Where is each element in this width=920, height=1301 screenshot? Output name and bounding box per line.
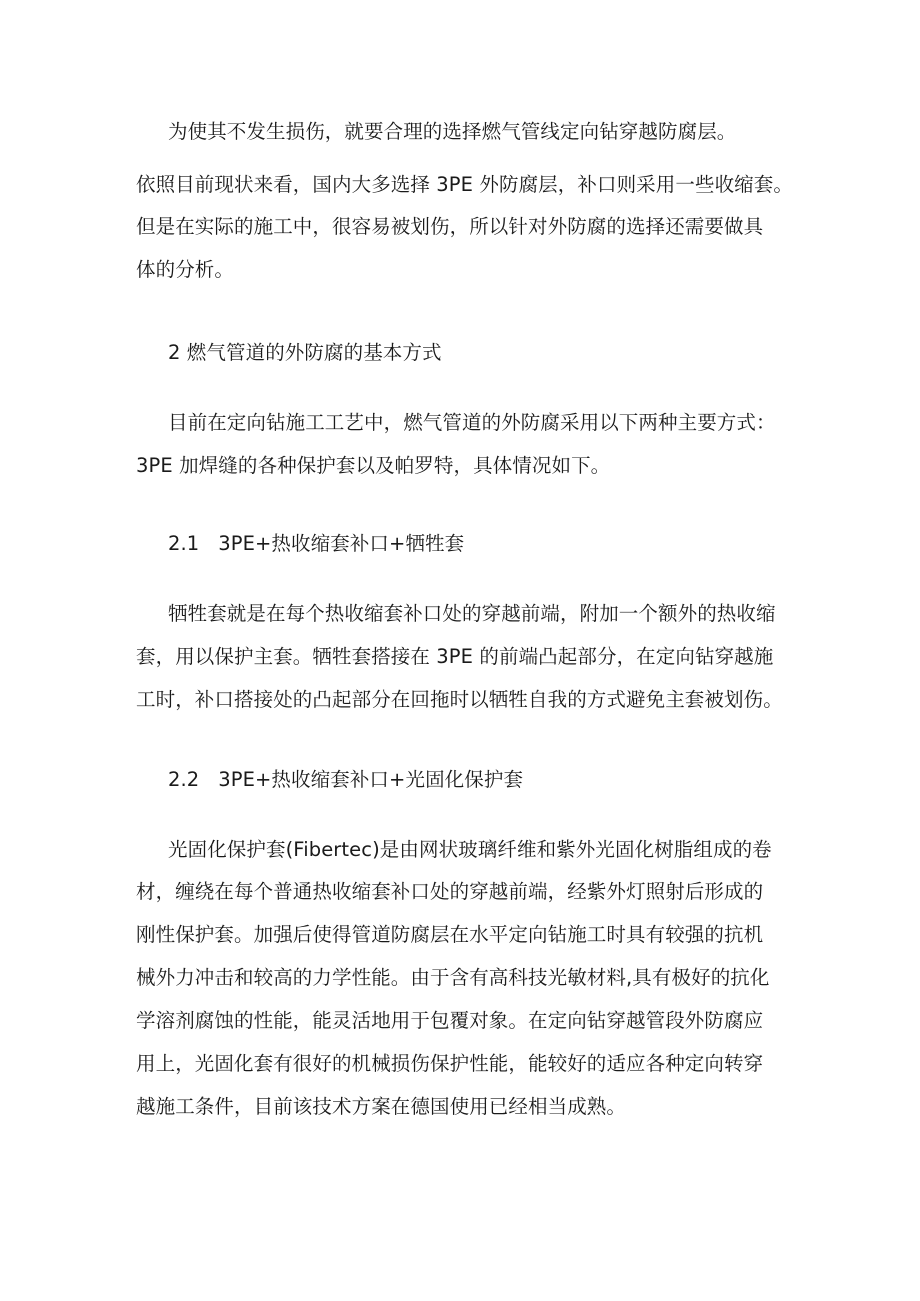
section-heading-2-1: 2.1 3PE+热收缩套补口+牺牲套	[168, 532, 465, 555]
paragraph-4-line-2: 材，缠绕在每个普通热收缩套补口处的穿越前端，经紫外灯照射后形成的	[136, 880, 764, 903]
paragraph-1-line-3: 但是在实际的施工中，很容易被划伤，所以针对外防腐的选择还需要做具	[136, 215, 764, 238]
paragraph-1-line-4: 体的分析。	[136, 258, 235, 281]
section-heading-2: 2 燃气管道的外防腐的基本方式	[168, 341, 442, 364]
paragraph-4-line-1: 光固化保护套(Fibertec)是由网状玻璃纤维和紫外光固化树脂组成的卷	[168, 838, 772, 861]
paragraph-2-line-1: 目前在定向钻施工工艺中，燃气管道的外防腐采用以下两种主要方式：	[168, 411, 776, 434]
paragraph-4-line-4: 械外力冲击和较高的力学性能。由于含有高科技光敏材料,具有极好的抗化	[136, 966, 770, 989]
paragraph-3-line-2: 套，用以保护主套。牺牲套搭接在 3PE 的前端凸起部分，在定向钻穿越施	[136, 645, 774, 668]
section-heading-2-2: 2.2 3PE+热收缩套补口+光固化保护套	[168, 768, 524, 791]
paragraph-2-line-2: 3PE 加焊缝的各种保护套以及帕罗特，具体情况如下。	[136, 454, 611, 477]
paragraph-4-line-6: 用上，光固化套有很好的机械损伤保护性能，能较好的适应各种定向转穿	[136, 1052, 764, 1075]
paragraph-4-line-3: 刚性保护套。加强后使得管道防腐层在水平定向钻施工时具有较强的抗机	[136, 923, 764, 946]
paragraph-4-line-7: 越施工条件，目前该技术方案在德国使用已经相当成熟。	[136, 1095, 627, 1118]
paragraph-3-line-3: 工时，补口搭接处的凸起部分在回拖时以牺牲自我的方式避免主套被划伤。	[136, 688, 783, 711]
paragraph-3-line-1: 牺牲套就是在每个热收缩套补口处的穿越前端，附加一个额外的热收缩	[168, 602, 776, 625]
paragraph-1-line-2: 依照目前现状来看，国内大多选择 3PE 外防腐层，补口则采用一些收缩套。	[136, 173, 793, 196]
paragraph-4-line-5: 学溶剂腐蚀的性能，能灵活地用于包覆对象。在定向钻穿越管段外防腐应	[136, 1009, 764, 1032]
paragraph-1-line-1: 为使其不发生损伤，就要合理的选择燃气管线定向钻穿越防腐层。	[168, 120, 737, 143]
